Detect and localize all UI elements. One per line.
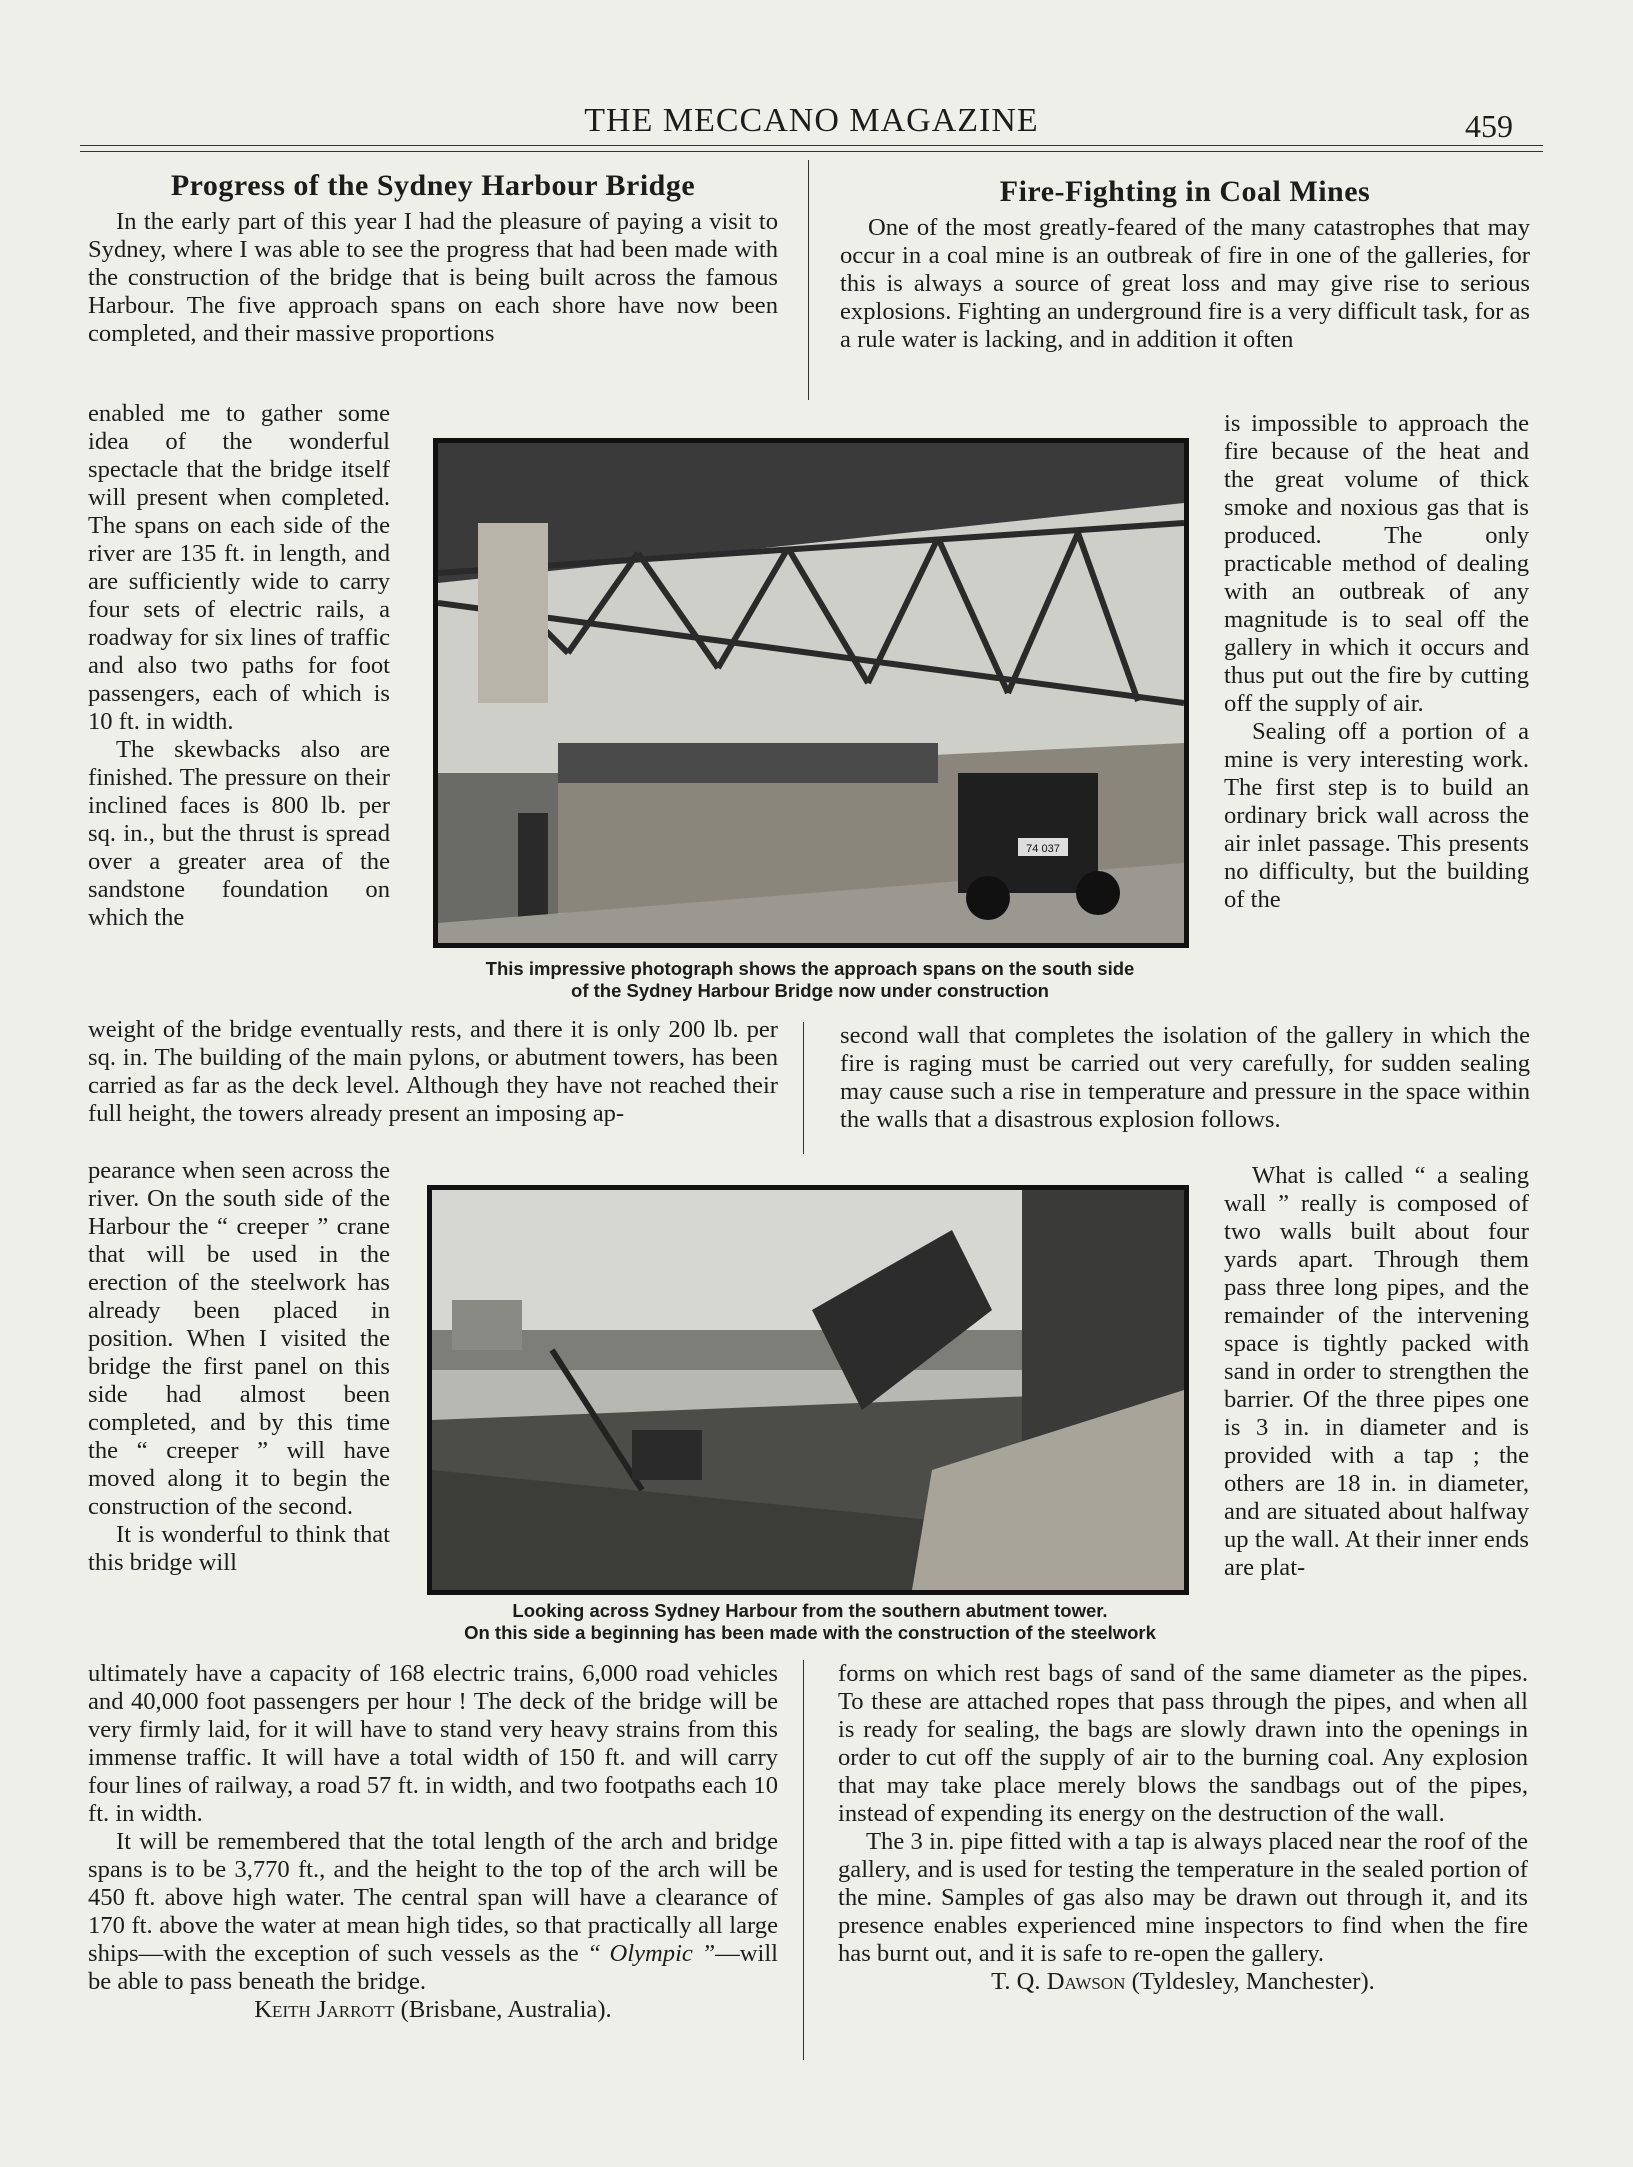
- left-wide-block-1: [88, 1016, 778, 1128]
- harbour-photo-illustration: [432, 1190, 1184, 1590]
- right-narrow-column-1: [1224, 410, 1529, 914]
- column-divider-top: [808, 160, 809, 400]
- harbour-photo-caption: [420, 1600, 1200, 1644]
- bridge-photo-caption: [420, 958, 1200, 1002]
- vehicle-plate: 74 037: [1026, 843, 1060, 855]
- right-wide-block-1: [840, 1022, 1530, 1134]
- ship-name: “ Olympic ”: [587, 1940, 716, 1967]
- harbour-caption-line-1: Looking across Sydney Harbour from the southern abutment tower.: [512, 1600, 1108, 1621]
- page-header: [80, 100, 1543, 144]
- right-article-top: [840, 175, 1530, 354]
- left-paragraph-4-text: It will be remembered that the total length of the arch and bridge spans is to be 3,770 ft., and the height to the top of the arch will be 450 ft. above high water. The central span will have a clearance of 170 ft. above the water at mean high tides, so that practically all large ships—with the exception of such vessels as the: [88, 1828, 778, 1967]
- left-article-title: Progress of the Sydney Harbour Bridge: [170, 169, 696, 202]
- page-number: 459: [1465, 108, 1513, 144]
- column-divider-bottom: [803, 1660, 804, 2060]
- right-author-place: (Tyldesley, Manchester).: [1131, 1968, 1375, 1995]
- bridge-caption-line-2: of the Sydney Harbour Bridge now under construction: [571, 980, 1049, 1001]
- right-paragraph-4: The 3 in. pipe fitted with a tap is always placed near the roof of the gallery, and is used for testing the temperature in the sealed portion of the mine. Samples of gas also may be drawn out through it, and its presence enables experienced mine inspectors to find when the fire has burnt out, and it is safe to re-open the gallery.: [838, 1828, 1528, 1967]
- left-paragraph-4: [88, 1828, 778, 1996]
- left-article-top: [88, 169, 778, 348]
- left-narrow-column-1: [88, 400, 390, 932]
- left-paragraph-1-top: In the early part of this year I had the pleasure of paying a visit to Sydney, where I was able to see the progress that had been made with the construction of the bridge that is being built across the famous Harbour. The five approach spans on each shore have now been completed, and their massive proportions: [88, 208, 778, 347]
- left-paragraph-4-end: —will be able to pass beneath the bridge.: [88, 1940, 778, 1995]
- right-author-name: T. Q. Dawson: [991, 1968, 1126, 1995]
- bridge-photo-illustration: [438, 443, 1184, 943]
- left-paragraph-1-narrow: enabled me to gather some idea of the wonderful spectacle that the bridge itself will present when completed. The spans on each side of the river are 135 ft. in length, and are sufficiently wide to carry four sets of electric rails, a roadway for six lines of traffic and also two paths for foot passengers, each of which is 10 ft. in width.: [88, 400, 390, 735]
- column-divider-middle: [803, 1022, 804, 1154]
- magazine-title: THE MECCANO MAGAZINE: [584, 102, 1039, 139]
- left-narrow-column-2: [88, 1157, 390, 1577]
- right-author-signature: [838, 1968, 1528, 1996]
- right-narrow-column-2: [1224, 1162, 1529, 1582]
- right-paragraph-3-wide: forms on which rest bags of sand of the same diameter as the pipes. To these are attached ropes that pass through the pipes, and when all is ready for sealing, the bags are slowly drawn into the openings in order to cut off the supply of air to the burning coal. Any explosion that may take place merely blows the sandbags out of the pipes, instead of expending its energy on the destruction of the wall.: [838, 1660, 1528, 1827]
- header-rule-lower: [80, 151, 1543, 152]
- right-paragraph-3-narrow: What is called “ a sealing wall ” really is composed of two walls built about four yards apart. Through them pass three long pipes, and the remainder of the intervening space is tightly packed with sand in order to strengthen the barrier. Of the three pipes one is 3 in. in diameter and is provided with a tap ; the others are 18 in. in diameter, and are situated about halfway up the wall. At their inner ends are plat-: [1224, 1162, 1529, 1581]
- left-author-place: (Brisbane, Australia).: [400, 1996, 612, 2023]
- right-paragraph-1-wide: One of the most greatly-feared of the many catastrophes that may occur in a coal mine is an outbreak of fire in one of the galleries, for this is always a source of great loss and may give rise to serious explosions. Fighting an underground fire is a very difficult task, for as a rule water is lacking, and in addition it often: [840, 214, 1530, 353]
- left-author-signature: [88, 1996, 778, 2024]
- left-wide-block-2: [88, 1660, 778, 2024]
- right-paragraph-1-narrow: is impossible to approach the fire because of the heat and the great volume of thick smoke and noxious gas that is produced. The only practicable method of dealing with an outbreak of any magnitude is to seal off the gallery in which it occurs and thus put out the fire by cutting off the supply of air.: [1224, 410, 1529, 717]
- harbour-view-photo: [427, 1185, 1189, 1595]
- left-paragraph-2-narrow: The skewbacks also are finished. The pressure on their inclined faces is 800 lb. per sq. in., but the thrust is spread over a greater area of the sandstone foundation on which the: [88, 736, 390, 931]
- harbour-caption-line-2: On this side a beginning has been made with the construction of the steelwork: [464, 1622, 1156, 1643]
- left-author-name: Keith Jarrott: [254, 1996, 395, 2023]
- right-wide-block-2: [838, 1660, 1528, 1996]
- right-paragraph-2-wide: second wall that completes the isolation of the gallery in which the fire is raging must be carried out very carefully, for sudden sealing may cause such a rise in temperature and pressure in the space within the walls that a disastrous explosion follows.: [840, 1022, 1530, 1133]
- left-paragraph-3-wide: ultimately have a capacity of 168 electric trains, 6,000 road vehicles and 40,000 foot passengers per hour ! The deck of the bridge will be very firmly laid, for it will have to stand very heavy strains from this immense traffic. It will have a total width of 150 ft. and will carry four lines of railway, a road 57 ft. in width, and two footpaths each 10 ft. in width.: [88, 1660, 778, 1827]
- right-paragraph-2-narrow: Sealing off a portion of a mine is very interesting work. The first step is to build an ordinary brick wall across the air inlet passage. This presents no difficulty, but the building of the: [1224, 718, 1529, 913]
- left-paragraph-3-narrow: It is wonderful to think that this bridge will: [88, 1521, 390, 1576]
- left-paragraph-2-wide: weight of the bridge eventually rests, and there it is only 200 lb. per sq. in. The building of the main pylons, or abutment towers, has been carried as far as the deck level. Although they have not reached their full height, the towers already present an imposing ap-: [88, 1016, 778, 1127]
- bridge-approach-spans-photo: [433, 438, 1189, 948]
- bridge-caption-line-1: This impressive photograph shows the approach spans on the south side: [485, 958, 1135, 979]
- right-article-title: Fire-Fighting in Coal Mines: [999, 175, 1371, 208]
- left-paragraph-2-continued: pearance when seen across the river. On the south side of the Harbour the “ creeper ” crane that will be used in the erection of the steelwork has already been placed in position. When I visited the bridge the first panel on this side had almost been completed, and by this time the “ creeper ” will have moved along it to begin the construction of the second.: [88, 1157, 390, 1520]
- header-rule: [80, 145, 1543, 146]
